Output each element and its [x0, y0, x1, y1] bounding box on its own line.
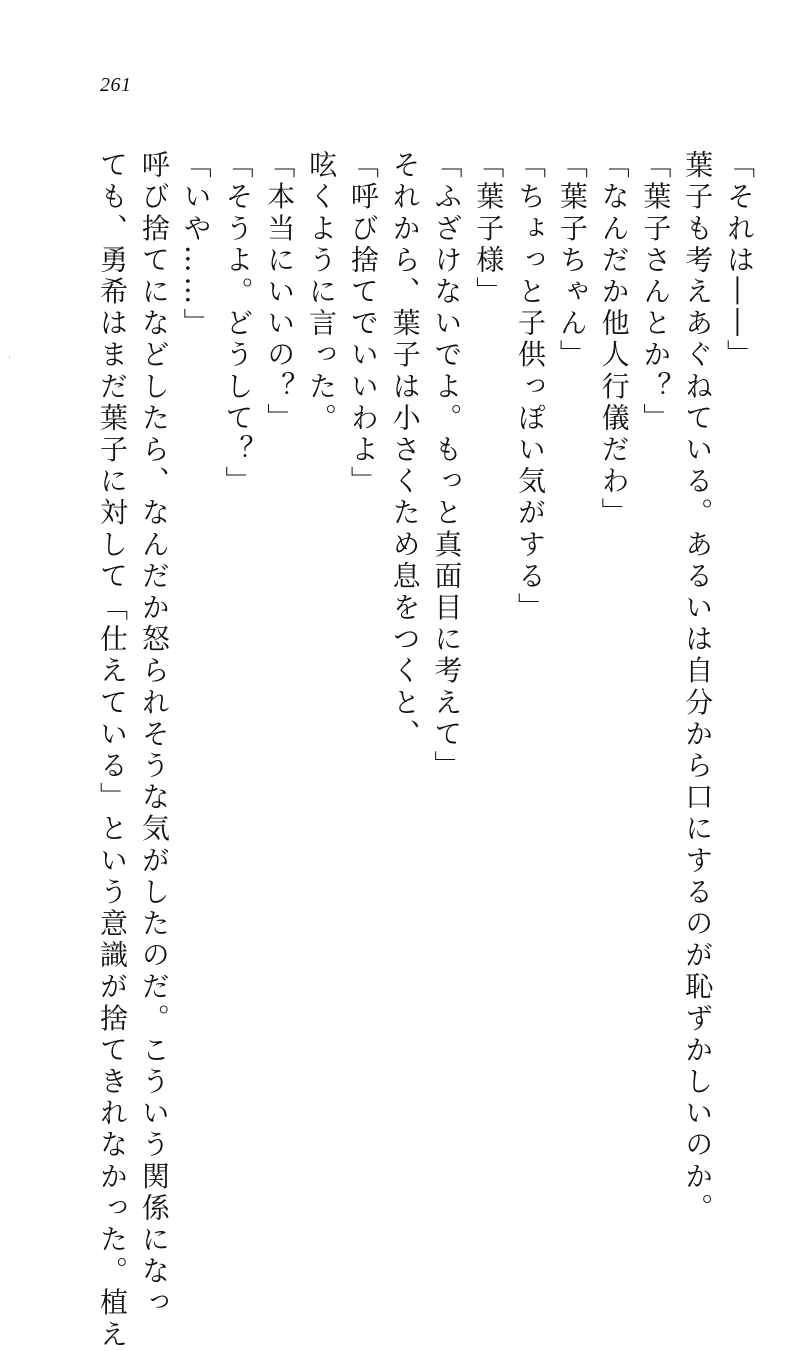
- text-line: 「呼び捨てでいいわよ」: [346, 150, 380, 498]
- page-number: 261: [100, 74, 132, 96]
- text-line: 「なんだか他人行儀だわ」: [597, 150, 631, 530]
- text-line: ても、勇希はまだ葉子に対して「仕えている」という意識が捨てきれなかった。植え: [96, 150, 130, 1351]
- text-line: 「ちょっと子供っぽい気がする」: [514, 150, 548, 624]
- text-line: 「いや……」: [179, 150, 213, 340]
- text-line: 「葉子ちゃん」: [555, 150, 589, 372]
- text-line: 呼び捨てになどしたら、なんだか怒られそうな気がしたのだ。こういう関係になっ: [137, 150, 171, 1320]
- text-line: 「葉子様」: [472, 150, 506, 308]
- text-line: 呟くように言った。: [305, 150, 339, 435]
- text-line: 「ふざけないでよ。もっと真面目に考えて」: [430, 150, 464, 782]
- text-line: 「そうよ。どうして？」: [221, 150, 255, 498]
- text-line: 「葉子さんとか？」: [639, 150, 673, 435]
- vertical-text-body: [60, 150, 760, 1351]
- text-line: 葉子も考えあぐねている。あるいは自分から口にするのが恥ずかしいのか。: [681, 150, 715, 1225]
- text-line: 「それは――」: [723, 150, 756, 372]
- scan-mark: [9, 356, 10, 358]
- text-line: 「本当にいいの？」: [263, 150, 297, 435]
- text-line: それから、葉子は小さくため息をつくと、: [388, 150, 422, 751]
